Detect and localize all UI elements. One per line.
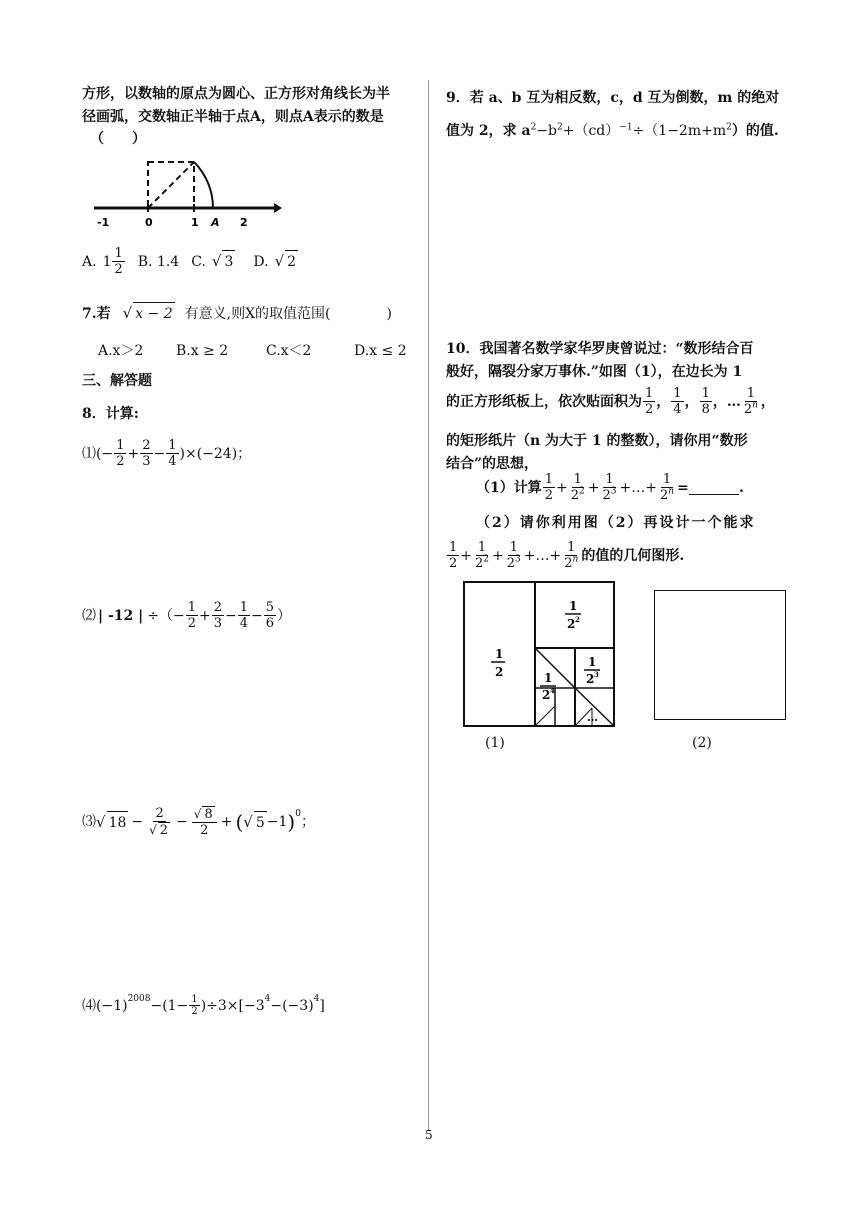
axis-label-A: A <box>211 216 220 229</box>
q7-option-a: A.x＞2 <box>98 343 144 359</box>
svg-text:2: 2 <box>542 688 551 702</box>
q10-line3: 的正方形纸板上，依次贴面积为 $\frac{1}{2}$ ， $\frac{1}{4}$ ， $\frac{1}{8}$ ，… $\frac{1}{2^n}$ ， <box>446 386 775 417</box>
q10-part2-line1: （2）请你利用图（2）再设计一个能求 <box>476 515 756 531</box>
q6-option-d: D. <box>253 253 269 270</box>
svg-text:1: 1 <box>588 655 597 669</box>
q8-part1: ⑴ (− $\frac{1}{2}$ + $\frac{2}{3}$ − $\frac{1}{4}$ )×(−24)； <box>82 438 252 469</box>
q6-options: A. 1 $\frac{1}{2}$ B. 1.4 C. √ 3 D. √ 2 <box>82 246 297 277</box>
q6-option-b: B. 1.4 <box>137 253 180 270</box>
fig1-half-den: 2 <box>495 665 504 679</box>
arc <box>194 162 213 208</box>
svg-text:3: 3 <box>594 670 599 679</box>
q10-line4: 的矩形纸片（n 为大于 1 的整数），请你用“数形 <box>446 433 748 449</box>
figure-1-square <box>462 580 618 730</box>
fig1-half-num: 1 <box>495 647 504 661</box>
figure-2-square <box>654 590 786 720</box>
number-line-figure <box>88 152 283 232</box>
q6-paren: （ ） <box>90 131 146 147</box>
axis-label-1: 1 <box>191 216 199 229</box>
q7-option-d: D.x ≤ 2 <box>354 343 407 359</box>
page-number: 5 <box>425 1128 433 1142</box>
q7-stem: 7.若 √ x − 2 有意义,则X的取值范围( ) <box>82 302 392 325</box>
axis-arrow <box>274 203 282 213</box>
fig1-dots: … <box>587 711 598 724</box>
q6-line1: 方形，以数轴的原点为圆心、正方形对角线长为半 <box>82 86 390 102</box>
q10-line1: 10．我国著名数学家华罗庚曾说过：“数形结合百 <box>446 341 754 357</box>
column-divider <box>428 80 429 1130</box>
svg-text:2: 2 <box>575 615 580 624</box>
q8-part2: ⑵ | -12 | ÷（− $\frac{1}{2}$ + $\frac{2}{3}$ − $\frac{1}{4}$ − $\frac{5}{6}$ ） <box>82 600 292 631</box>
figure-1-caption: (1) <box>485 735 505 751</box>
axis-label-2: 2 <box>240 216 248 229</box>
svg-text:1: 1 <box>569 599 578 613</box>
q10-line2: 般好，隔裂分家万事休.”如图（1），在边长为 1 <box>446 364 743 380</box>
svg-text:1: 1 <box>544 671 553 685</box>
svg-text:2: 2 <box>567 617 576 631</box>
q6-line2: 径画弧，交数轴正半轴于点A，则点A表示的数是 <box>82 109 384 125</box>
section-3-heading: 三、解答题 <box>82 373 152 389</box>
q7-option-b: B.x ≥ 2 <box>176 343 229 359</box>
q6-option-c: C. <box>191 253 206 270</box>
q6-option-a: A. <box>82 253 97 270</box>
q8-part4: ⑷ (−1) $^{2008}$ −(1− $\frac{1}{2}$ )÷3×[−3 $^4$ −(−3) $^4$ ] <box>82 993 325 1017</box>
answer-blank[interactable] <box>689 480 739 495</box>
q9-line1: 9．若 a、b 互为相反数，c，d 互为倒数，m 的绝对 <box>446 90 780 106</box>
q8-title: 8．计算: <box>82 406 139 422</box>
q9-line2: 值为 2，求 $a^2-b^2+(cd)^{-1}\div(1-2m+m^2)$的值. <box>446 122 779 139</box>
figure-2-caption: (2) <box>692 735 712 751</box>
q10-part1: （1）计算 $\frac{1}{2}$ + $\frac{1}{2^2}$ + $\frac{1}{2^3}$ +…+ $\frac{1}{2^n}$ = . <box>476 472 744 503</box>
svg-text:4: 4 <box>550 686 555 695</box>
axis-label-neg1: -1 <box>97 216 110 229</box>
diagonal-line <box>148 162 194 208</box>
svg-text:2: 2 <box>586 672 595 686</box>
axis-label-0: 0 <box>145 216 153 229</box>
q10-part2-line2: $\frac{1}{2}$ + $\frac{1}{2^2}$ + $\frac{1}{2^3}$ +…+ $\frac{1}{2^n}$ 的值的几何图形. <box>449 540 685 571</box>
q8-part3: ⑶ √ 18 − $\frac{2}{√ 2}$ − $\frac{√ 8}{2}$ + ( √ 5 −1 ) $^0$ ； <box>82 806 315 838</box>
q10-line5: 结合”的思想， <box>446 456 539 472</box>
q7-option-c: C.x＜2 <box>266 343 312 359</box>
